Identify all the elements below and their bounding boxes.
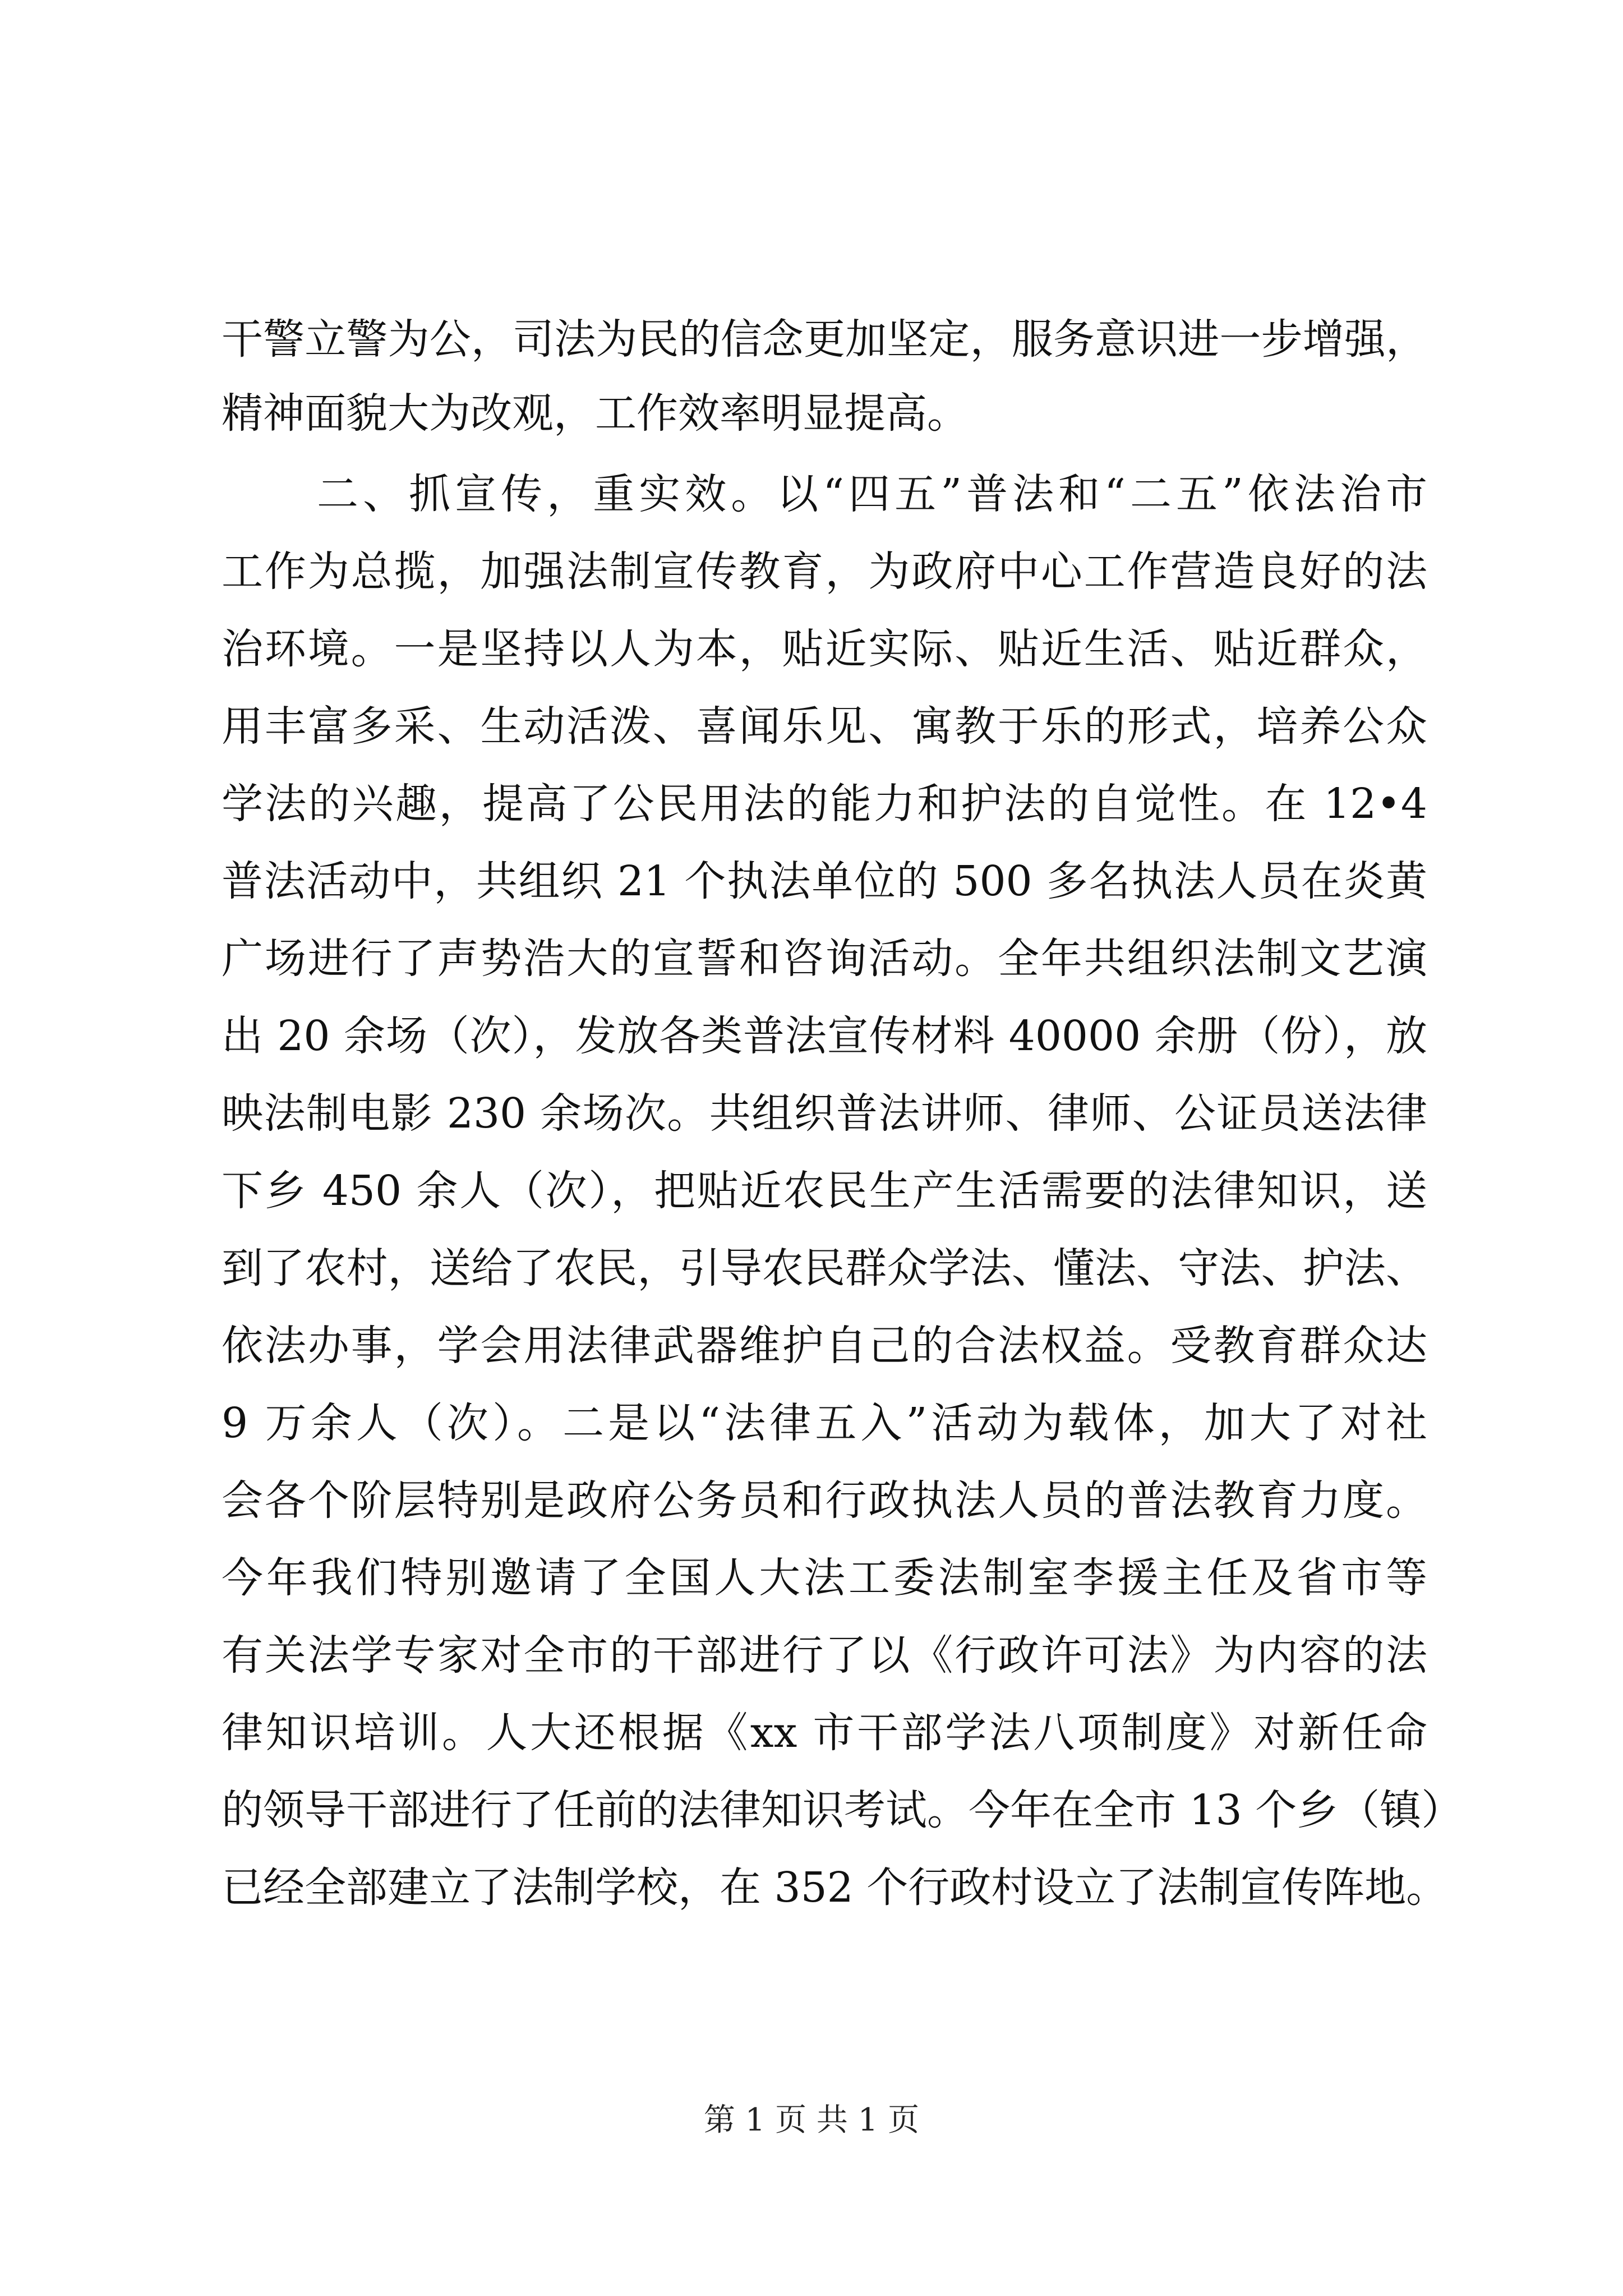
- paragraph-2-line-2: 工作为总揽，加强法制宣传教育，为政府中心工作营造良好的法: [222, 547, 1427, 596]
- paragraph-2-line-5: 学法的兴趣，提高了公民用法的能力和护法的自觉性。在 12•4: [222, 780, 1427, 828]
- paragraph-2-line-18: 的领导干部进行了任前的法律知识考试。今年在全市 13 个乡（镇）: [222, 1786, 1463, 1834]
- paragraph-2-line-11: 到了农村，送给了农民，引导农民群众学法、懂法、守法、护法、: [222, 1244, 1427, 1292]
- paragraph-2-line-19: 已经全部建立了法制学校，在 352 个行政村设立了法制宣传阵地。: [222, 1864, 1448, 1912]
- paragraph-2-line-17: 律知识培训。人大还根据《xx 市干部学法八项制度》对新任命: [222, 1709, 1427, 1757]
- paragraph-2-line-1: 二、抓宣传，重实效。以“四五”普法和“二五”依法治市: [317, 470, 1427, 518]
- paragraph-2-line-9: 映法制电影 230 余场次。共组织普法讲师、律师、公证员送法律: [222, 1089, 1427, 1138]
- paragraph-2-line-8: 出 20 余场（次），发放各类普法宣传材料 40000 余册（份），放: [222, 1012, 1427, 1060]
- paragraph-2-line-6: 普法活动中，共组织 21 个执法单位的 500 多名执法人员在炎黄: [222, 857, 1427, 905]
- paragraph-2-line-7: 广场进行了声势浩大的宣誓和咨询活动。全年共组织法制文艺演: [222, 935, 1427, 983]
- paragraph-2-line-12: 依法办事，学会用法律武器维护自己的合法权益。受教育群众达: [222, 1322, 1427, 1370]
- paragraph-2-line-13: 9 万余人（次）。二是以“法律五入”活动为载体，加大了对社: [222, 1399, 1427, 1447]
- paragraph-1-line-2: 精神面貌大为改观，工作效率明显提高。: [222, 389, 969, 438]
- paragraph-2-line-14: 会各个阶层特别是政府公务员和行政执法人员的普法教育力度。: [222, 1476, 1427, 1525]
- page-number-footer: 第 1 页 共 1 页: [703, 2102, 920, 2138]
- paragraph-2-line-10: 下乡 450 余人（次），把贴近农民生产生活需要的法律知识，送: [222, 1167, 1427, 1215]
- paragraph-2-line-4: 用丰富多采、生动活泼、喜闻乐见、寓教于乐的形式，培养公众: [222, 702, 1427, 751]
- paragraph-1-line-1: 干警立警为公，司法为民的信念更加坚定，服务意识进一步增强，: [222, 315, 1427, 364]
- paragraph-2-line-15: 今年我们特别邀请了全国人大法工委法制室李援主任及省市等: [222, 1554, 1427, 1602]
- paragraph-2-line-16: 有关法学专家对全市的干部进行了以《行政许可法》为内容的法: [222, 1631, 1427, 1680]
- paragraph-2-line-3: 治环境。一是坚持以人为本，贴近实际、贴近生活、贴近群众，: [222, 625, 1427, 673]
